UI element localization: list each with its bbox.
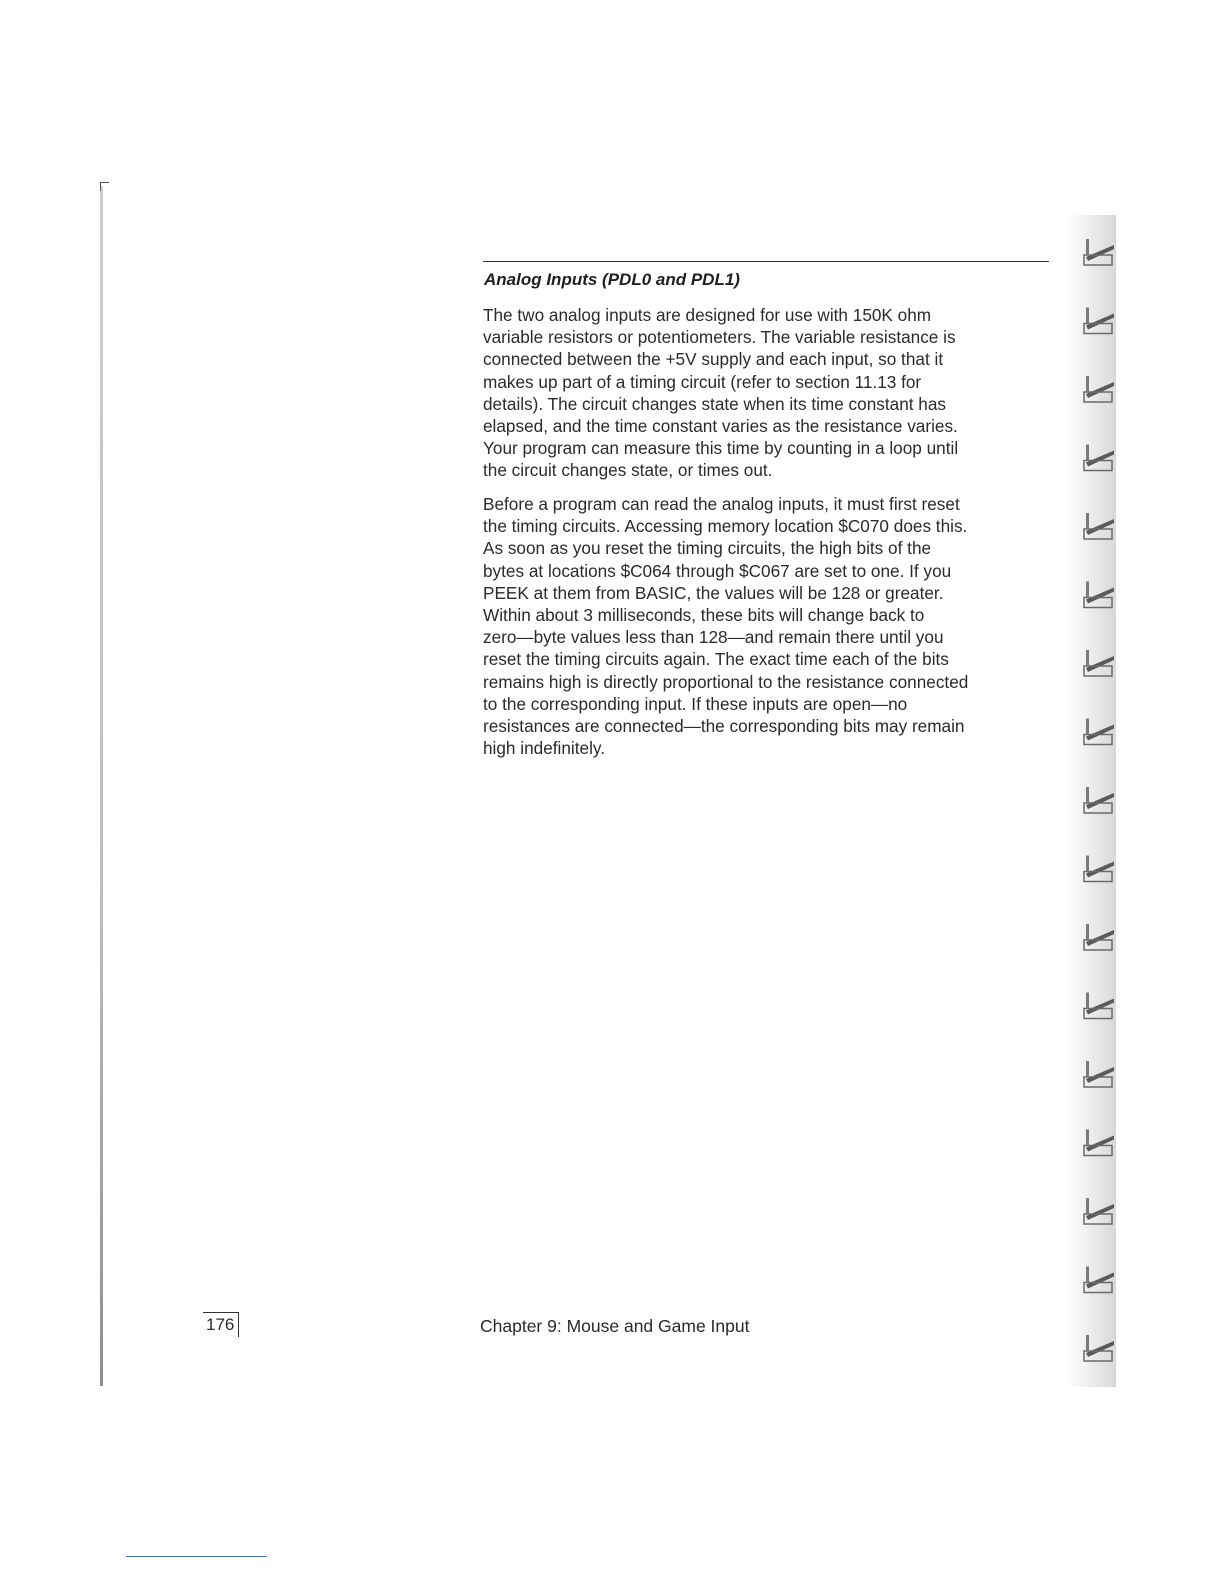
text-line: The two analog inputs are designed for use with 150K ohm [483, 305, 932, 325]
spiral-ring [1084, 1198, 1114, 1224]
text-line: the timing circuits. Accessing memory location $C070 does this. [483, 516, 968, 537]
spiral-ring [1084, 308, 1114, 334]
spiral-ring [1084, 1267, 1114, 1293]
text-line: Your program can measure this time by counting in a loop until [483, 438, 959, 459]
text-line: to the corresponding input. If these inputs are open—no [483, 693, 908, 714]
section-rule [483, 261, 1049, 262]
spiral-ring [1084, 445, 1114, 471]
spiral-rings [1066, 215, 1116, 1387]
text-line: high indefinitely. [483, 738, 605, 759]
text-line: the circuit changes state, or times out. [483, 460, 773, 481]
text-line: bytes at locations $C064 through $C067 are set to one. If you [483, 560, 952, 581]
spiral-ring [1084, 582, 1114, 608]
text-line: PEEK at them from BASIC, the values will be 128 or greater. [483, 582, 944, 603]
crop-corner-mark [100, 182, 109, 191]
spiral-ring [1084, 1061, 1114, 1087]
text-line: reset the timing circuits again. The exact time each of the bits [483, 649, 949, 670]
text-line: zero—byte values less than 128—and remain there until you [483, 627, 944, 648]
text-line: connected between the +5V supply and each input, so that it [483, 349, 944, 370]
spiral-ring [1084, 513, 1114, 539]
text-line: resistances are connected—the corresponding bits may remain [483, 716, 965, 737]
paragraph-1 [483, 304, 1053, 482]
page-left-edge [100, 186, 103, 1386]
text-line: variable resistors or potentiometers. The variable resistance is [483, 327, 956, 348]
spiral-ring [1084, 1335, 1114, 1361]
paragraph-2 [483, 493, 1053, 759]
spiral-ring [1084, 239, 1114, 265]
spiral-ring [1084, 719, 1114, 745]
spiral-binding [1066, 215, 1116, 1387]
spiral-ring [1084, 787, 1114, 813]
bottom-underline [126, 1556, 267, 1557]
section-heading: Analog Inputs (PDL0 and PDL1) [484, 270, 740, 289]
spiral-ring [1084, 1130, 1114, 1156]
spiral-ring [1084, 376, 1114, 402]
text-line: Within about 3 milliseconds, these bits will change back to [483, 605, 925, 626]
text-line: elapsed, and the time constant varies as the resistance varies. [483, 416, 958, 437]
text-line: remains high is directly proportional to the resistance connected [483, 671, 969, 692]
spiral-ring [1084, 993, 1114, 1019]
spiral-ring [1084, 650, 1114, 676]
spiral-ring [1084, 924, 1114, 950]
text-line: makes up part of a timing circuit (refer to section 11.13 for [483, 371, 922, 392]
text-line: Before a program can read the analog inputs, it must first reset [483, 494, 960, 514]
chapter-footer: Chapter 9: Mouse and Game Input [480, 1316, 750, 1336]
spiral-ring [1084, 856, 1114, 882]
text-line: details). The circuit changes state when its time constant has [483, 393, 947, 414]
page-number: 176 [203, 1312, 239, 1337]
text-line: As soon as you reset the timing circuits, the high bits of the [483, 538, 932, 559]
